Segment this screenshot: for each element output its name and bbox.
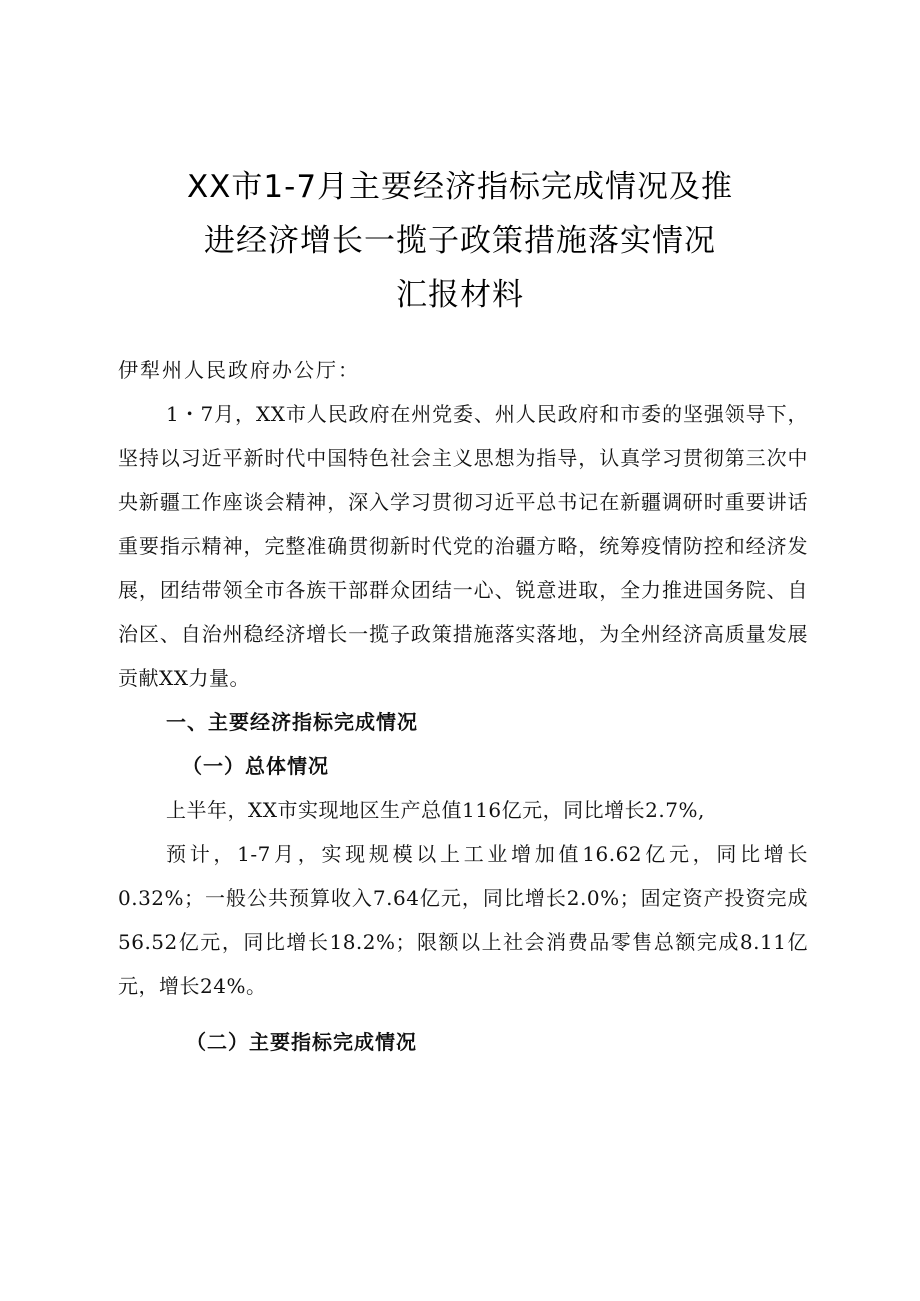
salutation: 伊犁州人民政府办公厅： — [118, 358, 360, 382]
overall-paragraph-forecast: 预计，1-7月，实现规模以上工业增加值16.62亿元，同比增长0.32%；一般公共预算收入7.64亿元，同比增长2.0%；固定资产投资完成56.52亿元，同比增长18.2%；限额以上社会消费品零售总额完成8.11亿元，增长24%。 — [118, 842, 808, 998]
title-line-1: XX市1-7月主要经济指标完成情况及推 — [186, 169, 734, 205]
subsection-heading-main-indicators: （二）主要指标完成情况 — [186, 1030, 417, 1054]
document-body — [118, 348, 808, 1064]
document-title — [110, 160, 810, 322]
overall-paragraph-gdp: 上半年，XX市实现地区生产总值116亿元，同比增长2.7%, — [166, 798, 705, 822]
subsection-heading-overall: （一）总体情况 — [182, 754, 329, 778]
title-line-3: 汇报材料 — [396, 277, 524, 313]
section-heading-main-indicators: 一、主要经济指标完成情况 — [166, 710, 418, 734]
intro-paragraph: 1・7月，XX市人民政府在州党委、州人民政府和市委的坚强领导下，坚持以习近平新时代中国特色社会主义思想为指导，认真学习贯彻第三次中央新疆工作座谈会精神，深入学习贯彻习近平总书记在新疆调研时重要讲话重要指示精神，完整准确贯彻新时代党的治疆方略，统筹疫情防控和经济发展，团结带领全市各族干部群众团结一心、锐意进取，全力推进国务院、自治区、自治州稳经济增长一揽子政策措施落实落地，为全州经济高质量发展贡献XX力量。 — [118, 402, 808, 690]
title-line-2: 进经济增长一揽子政策措施落实情况 — [204, 223, 716, 259]
